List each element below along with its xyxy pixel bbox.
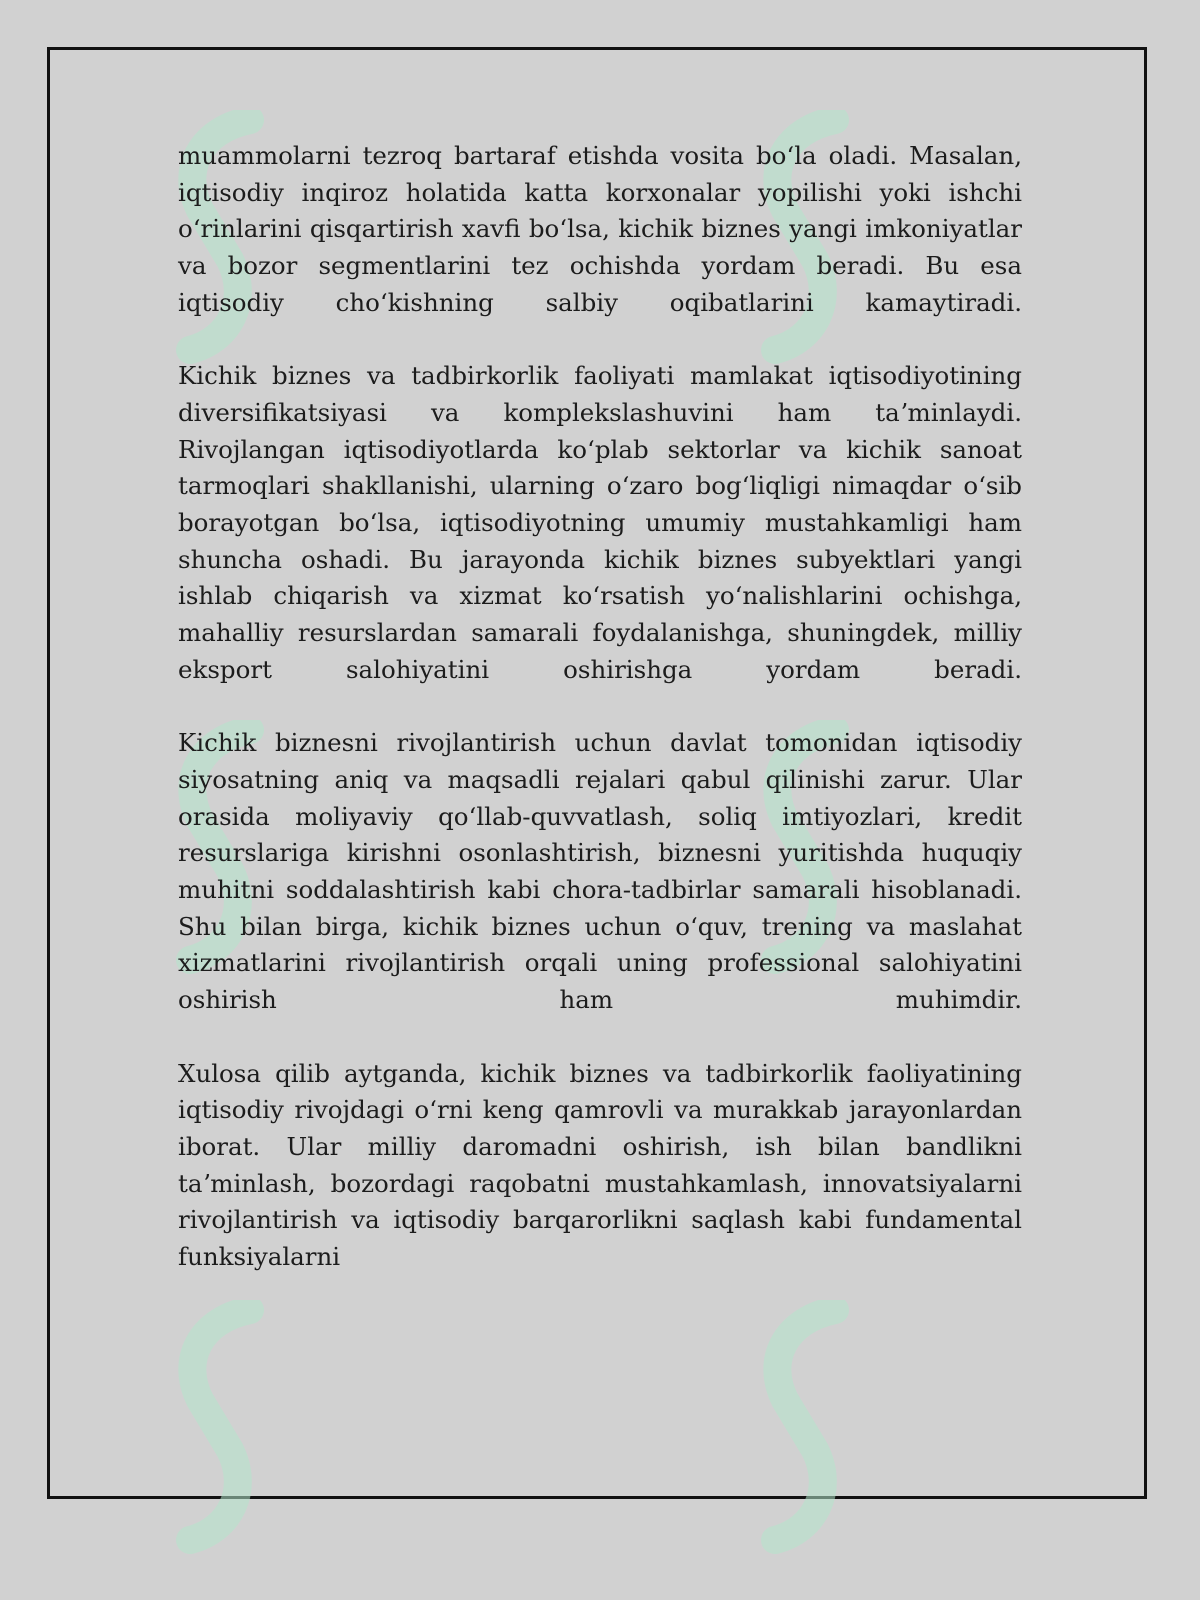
watermark-logo-icon xyxy=(160,1300,280,1600)
paragraph: muammolarni tezroq bartaraf etishda vosita boʻla oladi. Masalan, iqtisodiy inqiroz holatida katta korxonalar yopilishi yoki ishchi oʻrinlarini qisqartirish xavfi boʻlsa, kichik biznes yangi imkoniyatlar va bozor segmentlarini tez ochishda yordam beradi. Bu esa iqtisodiy choʻkishning salbiy oqibatlarini kamaytiradi. xyxy=(178,141,1022,317)
watermark-logo-icon xyxy=(745,1300,865,1600)
paragraph: Kichik biznesni rivojlantirish uchun davlat tomonidan iqtisodiy siyosatning aniq va maqsadli rejalari qabul qilinishi zarur. Ular orasida moliyaviy qoʻllab-quvvatlash, soliq imtiyozlari, kredit resurslariga kirishni osonlashtirish, biznesni yuritishda huquqiy muhitni soddalashtirish kabi chora-tadbirlar samarali hisoblanadi. Shu bilan birga, kichik biznes uchun oʻquv, trening va maslahat xizmatlarini rivojlantirish orqali uning professional salohiyatini oshirish ham muhimdir. xyxy=(178,728,1022,1015)
paragraph: Xulosa qilib aytganda, kichik biznes va tadbirkorlik faoliyatining iqtisodiy rivojdagi oʻrni keng qamrovli va murakkab jarayonlardan iborat. Ular milliy daromadni oshirish, ish bilan bandlikni taʼminlash, bozordagi raqobatni mustahkamlash, innovatsiyalarni rivojlantirish va iqtisodiy barqarorlikni saqlash kabi fundamental funksiyalarni xyxy=(178,1058,1022,1272)
paragraph: Kichik biznes va tadbirkorlik faoliyati mamlakat iqtisodiyotining diversifikatsiyasi va komplekslashuvini ham taʼminlaydi. Rivojlangan iqtisodiyotlarda koʻplab sektorlar va kichik sanoat tarmoqlari shakllanishi, ularning oʻzaro bogʻliqligi nimaqdar oʻsib borayotgan boʻlsa, iqtisodiyotning umumiy mustahkamligi ham shuncha oshadi. Bu jarayonda kichik biznes subyektlari yangi ishlab chiqarish va xizmat koʻrsatish yoʻnalishlarini ochishga, mahalliy resurslardan samarali foydalanishga, shuningdek, milliy eksport salohiyatini oshirishga yordam beradi. xyxy=(178,361,1022,684)
document-body xyxy=(178,138,1022,1276)
